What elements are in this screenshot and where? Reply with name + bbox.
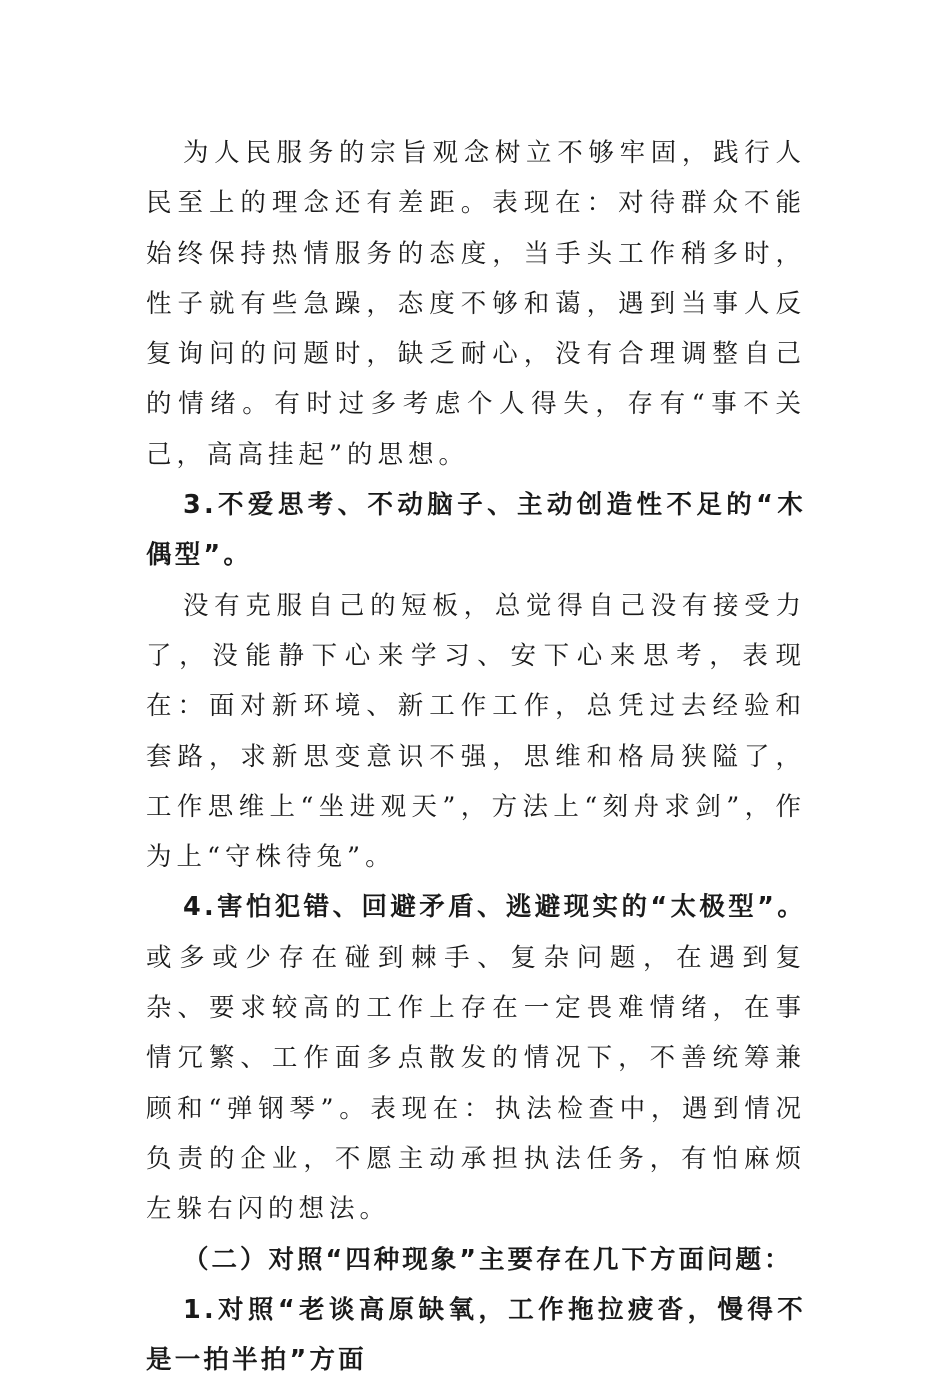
document-body: [146, 128, 806, 1385]
heading-taiji-type: 4.害怕犯错、回避矛盾、逃避现实的“太极型”。: [183, 892, 806, 923]
section-heading-four-phenomena: （二）对照“四种现象”主要存在几下方面问题：: [183, 1244, 793, 1275]
heading-puppet-type: 3.不爱思考、不动脑子、主动创造性不足的“木偶型”。: [146, 490, 806, 571]
paragraph-puppet-type: 没有克服自己的短板，总觉得自己没有接受力了，没能静下心来学习、安下心来思考，表现在：面对新环境、新工作工作，总凭过去经验和套路，求新思变意识不强，思维和格局狭隘了，工作思维上“坐进观天”，方法上“刻舟求剑”，作为上“守株待兔”。: [146, 590, 806, 873]
paragraph-taiji-type: [146, 882, 806, 1234]
heading-item-1: 1.对照“老谈高原缺氧，工作拖拉疲沓，慢得不是一拍半拍”方面: [146, 1294, 806, 1376]
paragraph-service-concept: 为人民服务的宗旨观念树立不够牢固，践行人民至上的理念还有差距。表现在：对待群众不能始终保持热情服务的态度，当手头工作稍多时，性子就有些急躁，态度不够和蔼，遇到当事人反复询问的问题时，缺乏耐心，没有合理调整自己的情绪。有时过多考虑个人得失，存有“事不关己，高高挂起”的思想。: [146, 138, 806, 470]
paragraph-taiji-type-body: 或多或少存在碰到棘手、复杂问题，在遇到复杂、要求较高的工作上存在一定畏难情绪，在事情冗繁、工作面多点散发的情况下，不善统筹兼顾和“弹钢琴”。表现在：执法检查中，遇到情况负责的企业，不愿主动承担执法任务，有怕麻烦左躲右闪的想法。: [146, 942, 806, 1225]
